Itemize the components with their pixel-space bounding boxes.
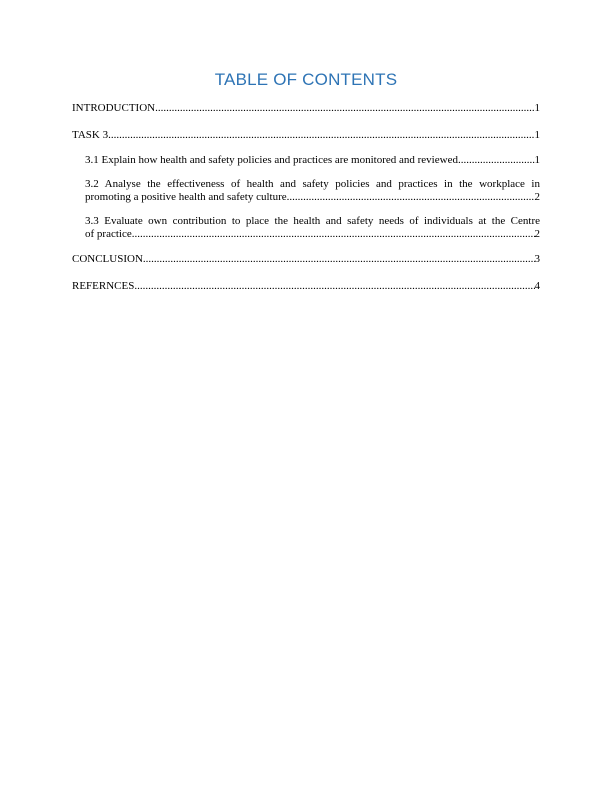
table-of-contents bbox=[72, 102, 540, 307]
toc-entry-3-1[interactable] bbox=[85, 154, 540, 167]
toc-entry-text: 3.1 Explain how health and safety policies and practices are monitored and reviewed bbox=[85, 154, 458, 166]
toc-entry-text: INTRODUCTION bbox=[72, 102, 156, 114]
dot-leader bbox=[134, 280, 534, 293]
toc-entry-3-3[interactable] bbox=[85, 215, 540, 241]
toc-page-number: 1 bbox=[534, 129, 540, 141]
toc-page-number: 2 bbox=[534, 191, 540, 203]
dot-leader bbox=[108, 129, 534, 142]
toc-entry-conclusion[interactable] bbox=[72, 253, 540, 266]
toc-page-number: 1 bbox=[534, 154, 540, 166]
toc-page-number: 4 bbox=[534, 280, 540, 292]
toc-entry-text-line-2: of practice bbox=[85, 228, 132, 240]
dot-leader bbox=[458, 154, 535, 167]
toc-entry-references[interactable] bbox=[72, 280, 540, 293]
toc-entry-text: REFERNCES bbox=[72, 280, 135, 292]
toc-entry-3-2[interactable] bbox=[85, 178, 540, 204]
toc-title: TABLE OF CONTENTS bbox=[214, 70, 398, 89]
dot-leader bbox=[143, 253, 535, 266]
toc-entry-text-line-2: promoting a positive health and safety culture bbox=[85, 191, 287, 203]
toc-page-number: 2 bbox=[534, 228, 540, 240]
toc-entry-text: CONCLUSION bbox=[72, 253, 143, 265]
toc-page-number: 3 bbox=[534, 253, 540, 265]
dot-leader bbox=[155, 102, 534, 115]
toc-entry-task-3[interactable] bbox=[72, 129, 540, 142]
dot-leader bbox=[287, 191, 535, 204]
toc-entry-text: TASK 3 bbox=[72, 129, 109, 141]
toc-entry-introduction[interactable] bbox=[72, 102, 540, 115]
toc-entry-text-line-1: 3.3 Evaluate own contribution to place the health and safety needs of individuals at the Centre bbox=[85, 215, 540, 227]
toc-entry-text-line-1: 3.2 Analyse the effectiveness of health and safety policies and practices in the workplace in bbox=[85, 178, 540, 190]
dot-leader bbox=[132, 228, 535, 241]
toc-page-number: 1 bbox=[534, 102, 540, 114]
